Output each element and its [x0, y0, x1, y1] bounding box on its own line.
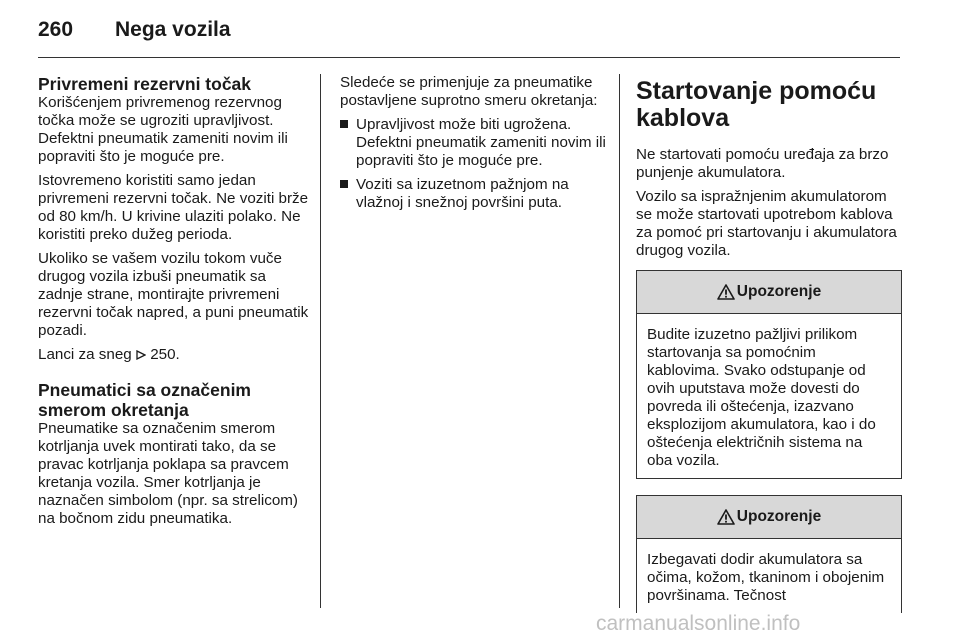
warning-triangle-icon: [717, 284, 735, 300]
column-divider-1: [320, 74, 321, 608]
chapter-title: Nega vozila: [115, 18, 231, 41]
page-reference-triangle-icon: [136, 350, 146, 360]
column-right: [636, 74, 902, 613]
list-item: [340, 116, 608, 170]
warning-title: Upozorenje: [736, 283, 822, 300]
column-middle: [340, 74, 608, 218]
column-divider-2: [619, 74, 620, 608]
list-item-text: Upravljivost može biti ugrožena. Defektni pneumatik zameniti novim ili popraviti što je moguće pre.: [356, 116, 606, 169]
paragraph: Istovremeno koristiti samo jedan privremeni rezervni točak. Ne voziti brže od 80 km/h. U krivine ulaziti polako. Ne koristiti preko dužeg perioda.: [38, 172, 309, 243]
paragraph: Sledeće se primenjuje za pneumatike postavljene suprotno smeru okretanja:: [340, 74, 598, 109]
column-left: [38, 74, 310, 534]
paragraph: Ne startovati pomoću uređaja za brzo punjenje akumulatora.: [636, 146, 889, 181]
paragraph: Ukoliko se vašem vozilu tokom vuče drugog vozila izbuši pneumatik sa zadnje strane, montirajte privremeni rezervni točak napred, a puni pneumatik pozadi.: [38, 250, 309, 339]
warning-body: Budite izuzetno pažljivi prilikom startovanja sa pomoćnim kablovima. Svako odstupanje od ovih uputstava može dovesti do povreda ili oštećenja, izazvano eksplozijom akumulatora, kao i do oštećenja električnih sistema na oba vozila.: [647, 326, 876, 469]
header-divider: [38, 57, 900, 58]
page-number: 260: [38, 18, 74, 41]
bullet-square-icon: [340, 180, 348, 188]
reference-text: Lanci za sneg: [38, 346, 132, 363]
warning-box: [636, 495, 902, 613]
warning-body: Izbegavati dodir akumulatora sa očima, kožom, tkaninom i obojenim površinama. Tečnost: [647, 551, 885, 604]
bullet-square-icon: [340, 120, 348, 128]
warning-triangle-icon: [717, 509, 735, 525]
section-heading-directional-tyres: Pneumatici sa označenim smerom okretanja: [38, 380, 251, 420]
bullet-list: [340, 116, 608, 212]
watermark: carmanualsonline.info: [596, 612, 801, 635]
paragraph: Vozilo sa ispražnjenim akumulatorom se može startovati upotrebom kablova za pomoć pri startovanju i akumulatora drugog vozila.: [636, 188, 897, 259]
list-item-text: Voziti sa izuzetnom pažnjom na vlažnoj i snežnoj površini puta.: [356, 176, 569, 211]
warning-header: [637, 271, 901, 314]
reference-page-link[interactable]: 250.: [150, 346, 180, 363]
paragraph: Pneumatike sa označenim smerom kotrljanja uvek montirati tako, da se pravac kotrljanja poklapa sa pravcem kretanja vozila. Smer kotrljanja je naznačen simbolom (npr. sa strelicom) na bočnom zidu pneumatika.: [38, 420, 298, 527]
paragraph: Korišćenjem privremenog rezervnog točka može se ugroziti upravljivost. Defektni pneumatik zameniti novim ili popraviti što je moguće pre.: [38, 94, 288, 165]
warning-header: [637, 496, 901, 539]
section-heading-temporary-spare: Privremeni rezervni točak: [38, 74, 252, 94]
snow-chains-reference: [38, 346, 310, 364]
warning-title: Upozorenje: [736, 508, 822, 525]
list-item: [340, 176, 608, 212]
section-heading-jump-start: Startovanje pomoću kablova: [636, 77, 877, 132]
warning-box: [636, 270, 902, 479]
